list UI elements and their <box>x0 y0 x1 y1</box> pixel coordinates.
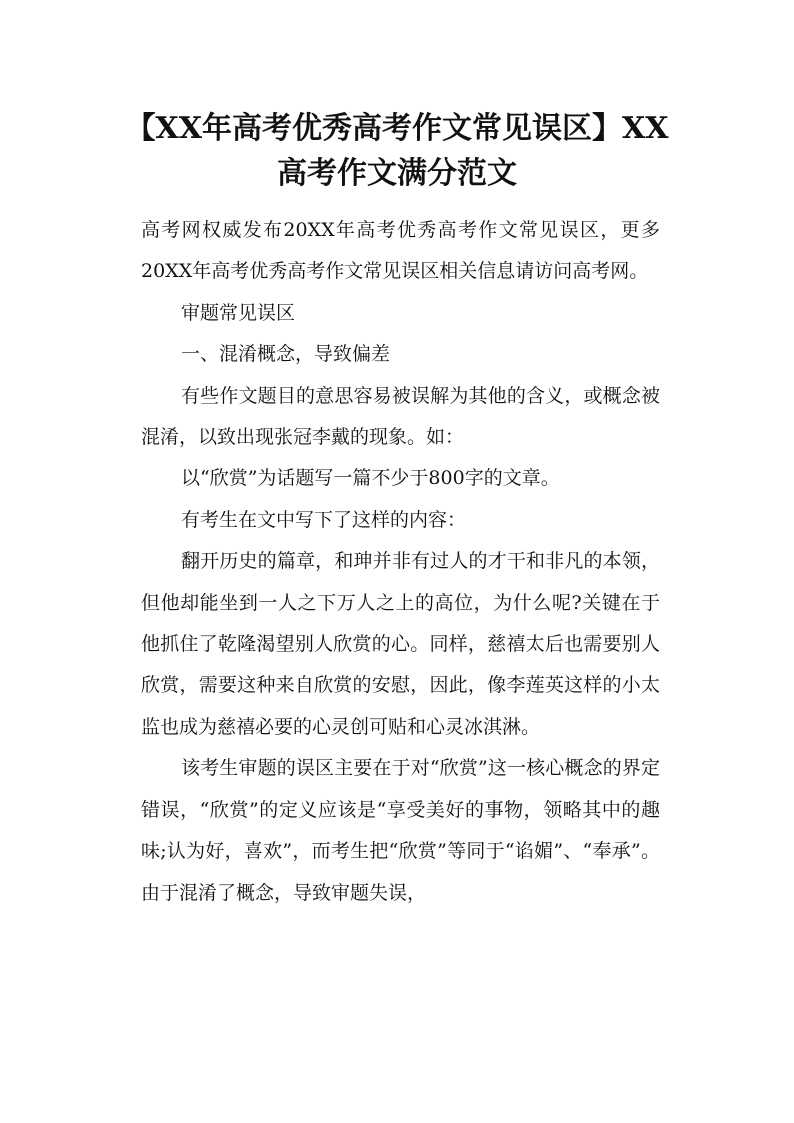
quoted-example: 翻开历史的篇章，和珅并非有过人的才干和非凡的本领，但他却能坐到一人之下万人之上的高位，为什么呢?关键在于他抓住了乾隆渴望别人欣赏的心。同样，慈禧太后也需要别人欣赏，需要这种来自欣赏的安慰，因此，像李莲英这样的小太监也成为慈禧必要的心灵创可贴和心灵冰淇淋。 <box>141 550 660 738</box>
body-paragraph: 有些作文题目的意思容易被误解为其他的含义，或概念被混淆，以致出现张冠李戴的现象。如： <box>141 384 660 449</box>
analysis-paragraph: 该考生审题的误区主要在于对“欣赏”这一核心概念的界定错误，“欣赏”的定义应该是“享受美好的事物，领略其中的趣味;认为好，喜欢”，而考生把“欣赏”等同于“谄媚”、“奉承”。由于混淆了概念，导致审题失误， <box>141 757 660 904</box>
example-prompt: 以“欣赏”为话题写一篇不少于800字的文章。 <box>181 467 560 490</box>
section-heading: 审题常见误区 <box>181 301 296 324</box>
document-body <box>141 210 660 914</box>
subsection-heading: 一、混淆概念，导致偏差 <box>181 343 391 366</box>
body-paragraph: 有考生在文中写下了这样的内容： <box>181 508 467 531</box>
document-title: 【XX年高考优秀高考作文常见误区】XX高考作文满分范文 <box>125 111 669 191</box>
intro-paragraph: 高考网权威发布20XX年高考优秀高考作文常见误区，更多20XX年高考优秀高考作文常见误区相关信息请访问高考网。 <box>141 219 660 283</box>
